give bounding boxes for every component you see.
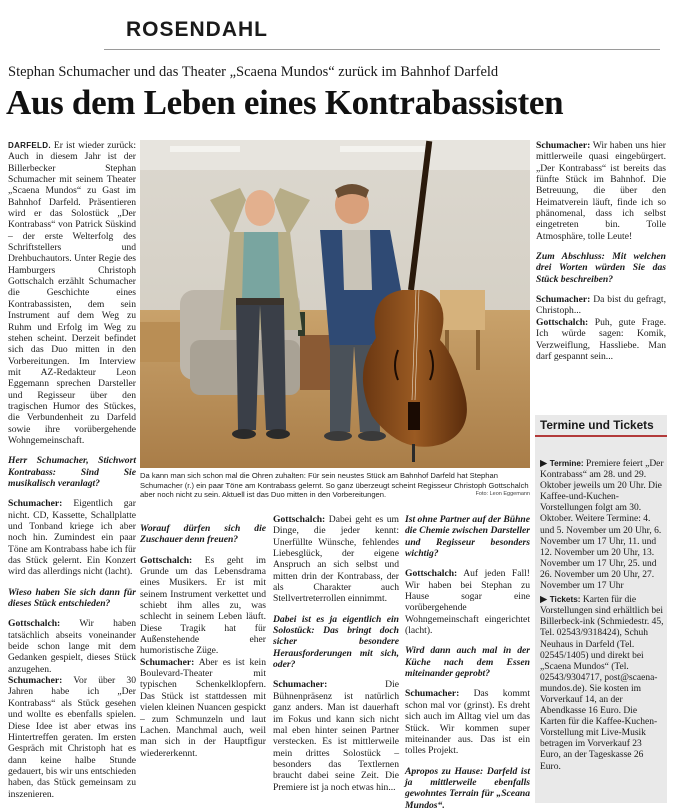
question-1: Herr Schumacher, Stichwort Kontrabass: Sind Sie musikalisch veranlagt? [8,455,136,489]
answer-7: Die Bühnenpräsenz ist natürlich ganz anders. Man ist dauerhaft im Fokus und kann sich nicht mal eben hinter seinen Partner verstecken. Es ist mittlerweile mein drittes Solostück – besonders das Textlernen braucht dabei seine Zeit. Die Premiere ist ja noch etwas hin... [273,679,399,793]
triangle-bullet-icon: ▶ [540,595,548,606]
speaker-label: Schumacher: [405,688,460,700]
article-photo [140,140,530,468]
answer-10: Wir haben uns hier mittlerweile quasi eingebürgert. „Der Kontrabass“ ist bereits das fünfte Stück im Bahnhof. Die Betreuung, die über den Heimatverein läuft, finde ich so phänomenal, dass ich selbst eingetreten bin. Tolle Atmosphäre, tolle Leute! [536,140,666,242]
article-kicker: Stephan Schumacher und das Theater „Scaena Mundos“ zurück im Bahnhof Darfeld [8,64,499,80]
question-5: Ist ohne Partner auf der Bühne die Chemie zwischen Darsteller und Regisseur besonders wichtig? [405,514,531,560]
photo-caption [140,471,530,500]
question-2: Wieso haben Sie sich dann für dieses Stück entschieden? [8,586,136,610]
article-column-3 [273,514,399,802]
speaker-label: Gottschalch: [273,514,326,525]
article-column-1 [8,140,136,800]
answer-5: Aber es ist kein Boulevard-Theater mit typischen Schenkelklopfern. Das Stück ist stattdessen mit vielen kleinen Nuancen gespickt – zum Schmunzeln und laut Lachen. Manchmal auch, weil man sich in der Hauptfigur wiedererkennt. [140,656,266,759]
question-8: Zum Abschluss: Mit welchen drei Worten würden Sie das Stück beschreiben? [536,251,666,285]
answer-9: Das kommt schon mal vor (grinst). Es dreht sich auch im Alltag viel um das Stück. Wir kommen super miteinander aus. Das ist ein tolles Projekt. [405,688,530,757]
article-column-5 [536,140,666,412]
infobox-title: Termine und Tickets [540,418,654,432]
intro-text: Er ist wieder zurück: Auch in diesem Jahr ist der Billerbecker Stephan Schumacher mit seinem Theater „Scaena Mundos“ zu Gast im Bahnhof Darfeld. Präsentieren wird er das Solostück „Der Kontrabass“ von Patrick Süskind – der erste Welterfolg des Schriftstellers und Drehbuchautors. Unter Regie des Hamburgers Christoph Gottschalch erzählt Schumacher die Geschichte eines Kontrabassisten, dem sein Instrument auf dem Weg zu Ruhm und Erfolg im Weg zu stehen scheint. Derzeit befindet sich das Duo mitten in den Vorbereitungen. Im Interview mit AZ-Redakteur Leon Eggemann sprechen Darsteller und Regisseur über den tragischen Humor des Stückes, die Verbundenheit zu Darfeld sowie ihre vorübergehende Wohngemeinschaft. [8,140,136,446]
speaker-label: Schumacher: [140,656,195,668]
answer-3: Vor über 30 Jahren habe ich „Der Kontrabass“ als Stück gesehen und wollte es ebenfalls spielen. Diese Idee ist aber etwas ins Hintertreffen geraten. Im ersten Gespräch mit Christoph hat es dann keine halbe Stunde gedauert, bis wir uns entschieden haben, das Stück gemeinsam zu inszenieren. [8,675,137,800]
termine-text: Premiere feiert „Der Kontrabass“ am 28. und 29. Oktober jeweils um 20 Uhr. Die Kaffee-und-Kuchen-Vorstellungen folgt am 30. Oktober. Weitere Termine: 4. und 5. November um 20 Uhr, 6. November um 17 Uhr, 11. und 12. November um 20 Uhr, 13. November um 17 Uhr, 25. und 26. November um 20 Uhr, 27. November um 17 Uhr [540,459,664,592]
infobox-header [535,415,667,437]
answer-1: Eigentlich gar nicht. CD, Kassette, Schallplatte und Tonband kriege ich aber noch hin. Zumindest ein paar Töne am Kontrabass habe ich für das Stück gelernt. Ein Konzert wird das allerdings nicht (lacht). [8,498,136,578]
speaker-label: Schumacher: [8,675,63,687]
tickets-infobox [535,415,667,803]
termine-label: Termine: [549,459,584,468]
speaker-label: Schumacher: [273,679,328,691]
speaker-label: Gottschalch: [140,554,193,566]
photo-caption-text: Da kann man sich schon mal die Ohren zuhalten: Für sein neustes Stück am Bahnhof Darfeld hat Stephan Schumacher (r.) ein paar Töne am Kontrabass gelernt. So ganz überzeugt scheint Regisseur Christoph Gottschalch aber noch nicht zu sein. Aktuell ist das Duo mitten in den Vorbereitungen. [140,471,529,500]
question-4: Dabei ist es ja eigentlich ein Solostück: Das bringt doch sicher besondere Herausforderungen mit sich, oder? [273,613,399,671]
answer-8: Auf jeden Fall! Wir haben bei Stephan zu Hause sogar eine vorübergehende Wohngemeinschaft eingerichtet (lacht). [405,568,530,637]
tickets-text: Karten für die Vorstellungen sind erhältlich bei Billerbeck-ink (Schmiedestr. 45, Tel. 02543/9318424), Schuh Neuhaus in Darfeld (Tel. 02545/1405) und direkt bei „Scaena Mundos“ (Tel. 02543/9304717, post@scaena-mundos.de). Sie kosten im Vorverkauf 14, an der Abendkasse 16 Euro. Die Karten für die Kaffee-Kuchen-Vorstellung mit Live-Musik betragen im Vorverkauf 23 Euro, an der Tageskasse 26 Euro. [540,595,664,772]
triangle-bullet-icon: ▶ [540,459,548,469]
speaker-label: Gottschalch: [405,568,458,580]
speaker-label: Schumacher: [8,498,63,510]
speaker-label: Gottschalch: [536,316,589,328]
article-column-4 [405,514,531,811]
speaker-label: Schumacher: [536,140,591,151]
answer-2: Wir haben tatsächlich abseits voneinander beide schon lange mit dem Gedanken gespielt, dieses Stück anzugehen. [8,618,136,675]
speaker-label: Schumacher: [536,294,591,306]
dateline: DARFELD. [8,141,51,150]
answer-6: Dabei geht es um Dinge, die jeder kennt: Unerfüllte Wünsche, fehlendes Liebesglück, der eigene Anspruch an sich selbst und mitten drin der Kontrabass, der als Charakter auch Stellvertreterrollen einnimmt. [273,514,399,605]
article-column-2 [140,514,266,802]
section-title: ROSENDAHL [126,18,269,41]
answer-4: Es geht im Grunde um das Lebensdrama eines Musikers. Er ist mit seinem Instrument verkettet und schiebt ihm alles zu, was schlecht in seinem Leben läuft. Diese Tragik hat für Außenstehende eher humoristische Züge. [140,554,266,657]
article-headline: Aus dem Leben eines Kontrabassisten [6,83,564,122]
section-header [104,12,660,50]
speaker-label: Gottschalch: [8,618,61,630]
infobox-body [540,458,664,775]
photo-credit: Foto: Leon Eggemann [475,491,530,498]
answer-12: Puh, gute Frage. Ich würde sagen: Komik, Verzweiflung, Hassliebe. Man darf gespannt sein... [536,316,666,362]
answer-11: Da bist du gefragt, Christoph... [536,294,666,317]
tickets-label: Tickets: [549,595,581,605]
question-3: Worauf dürfen sich die Zuschauer denn freuen? [140,523,266,546]
question-7: Apropos zu Hause: Darfeld ist ja mittlerweile ebenfalls gewohntes Terrain für „Sceana Mundos“. [405,765,530,811]
question-6: Wird dann auch mal in der Küche nach dem Essen miteinander geprobt? [405,645,530,680]
